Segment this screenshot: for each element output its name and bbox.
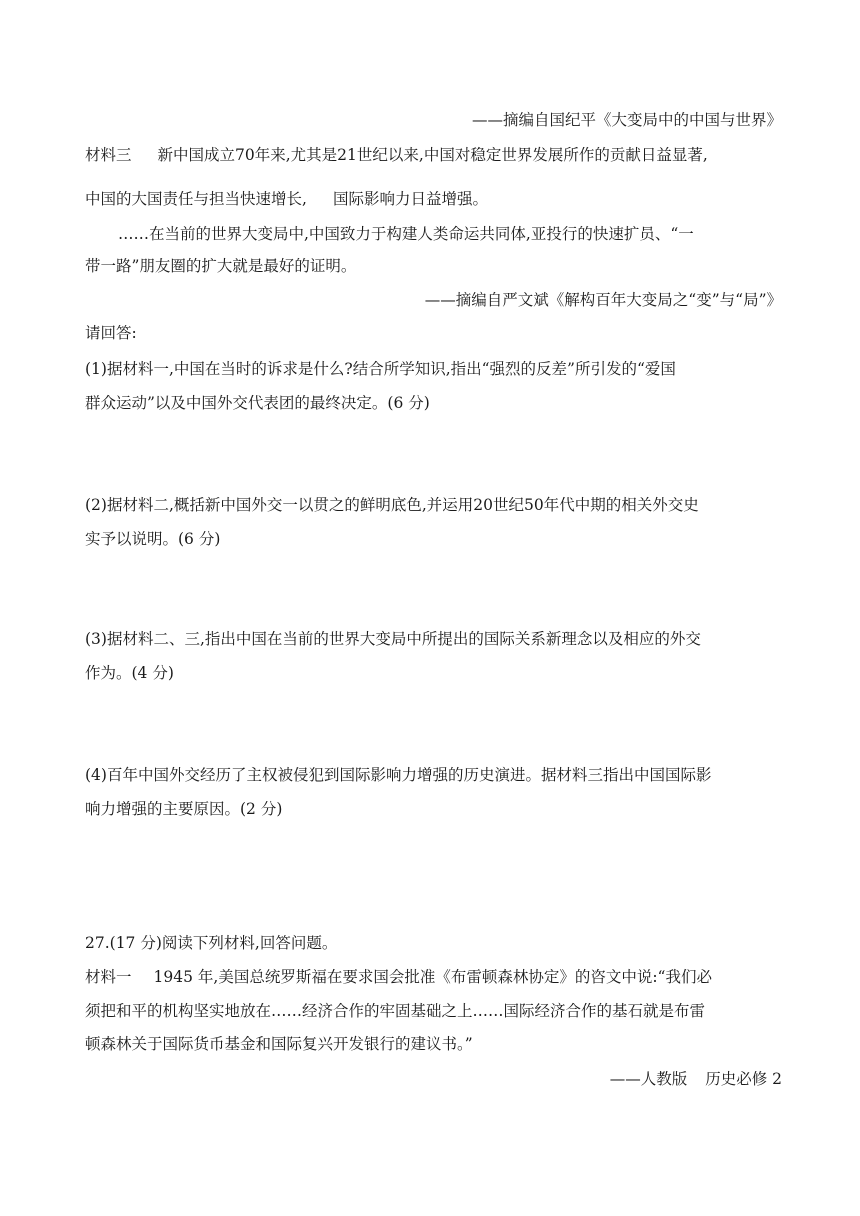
material3-line2 bbox=[85, 189, 488, 209]
source-citation-3 bbox=[610, 1069, 782, 1089]
answer-prompt: 请回答: bbox=[85, 324, 137, 342]
question-2-line2: 实予以说明。(6 分) bbox=[85, 530, 221, 548]
material3-label: 材料三 bbox=[85, 146, 132, 164]
question-3-line1: (3)据材料二、三,指出中国在当前的世界大变局中所提出的国际关系新理念以及相应的外交 bbox=[85, 630, 701, 648]
source-citation-1: ——摘编自国纪平《大变局中的中国与世界》 bbox=[471, 111, 782, 129]
question-27-header: 27.(17 分)阅读下列材料,回答问题。 bbox=[85, 934, 338, 952]
question-2-line1: (2)据材料二,概括新中国外交一以贯之的鲜明底色,并运用20世纪50年代中期的相关外交史 bbox=[85, 496, 699, 514]
question-4-line2: 响力增强的主要原因。(2 分) bbox=[85, 800, 283, 818]
question-3-line2: 作为。(4 分) bbox=[85, 664, 174, 682]
material3-text-1: 新中国成立70年来,尤其是21世纪以来,中国对稳定世界发展所作的贡献日益显著, bbox=[157, 146, 708, 164]
q27-material1-line2: 须把和平的机构坚实地放在……经济合作的牢固基础之上……国际经济合作的基石就是布雷 bbox=[85, 1002, 706, 1020]
source-3-b: 历史必修 2 bbox=[705, 1070, 782, 1088]
question-1-line2: 群众运动”以及中国外交代表团的最终决定。(6 分) bbox=[85, 394, 430, 412]
q27-material1-line1 bbox=[85, 967, 712, 987]
q27-material1-label: 材料一 bbox=[85, 968, 132, 986]
material3-para2-line2: 带一路”朋友圈的扩大就是最好的证明。 bbox=[85, 257, 357, 275]
material3-para2-line1: ……在当前的世界大变局中,中国致力于构建人类命运共同体,亚投行的快速扩员、“一 bbox=[118, 225, 694, 243]
material3-text-2a: 中国的大国责任与担当快速增长, bbox=[85, 190, 307, 208]
question-4-line1: (4)百年中国外交经历了主权被侵犯到国际影响力增强的历史演进。据材料三指出中国国际影 bbox=[85, 766, 712, 784]
material3-text-2b: 国际影响力日益增强。 bbox=[332, 190, 488, 208]
source-citation-2: ——摘编自严文斌《解构百年大变局之“变”与“局”》 bbox=[424, 291, 782, 309]
q27-material1-line3: 顿森林关于国际货币基金和国际复兴开发银行的建议书。” bbox=[85, 1035, 473, 1053]
material3-line1 bbox=[85, 145, 708, 165]
source-3-a: ——人教版 bbox=[609, 1070, 688, 1088]
q27-material1-text-1: 1945 年,美国总统罗斯福在要求国会批准《布雷顿森林协定》的咨文中说:“我们必 bbox=[153, 968, 712, 986]
question-1-line1: (1)据材料一,中国在当时的诉求是什么?结合所学知识,指出“强烈的反差”所引发的“爱国 bbox=[85, 360, 676, 378]
